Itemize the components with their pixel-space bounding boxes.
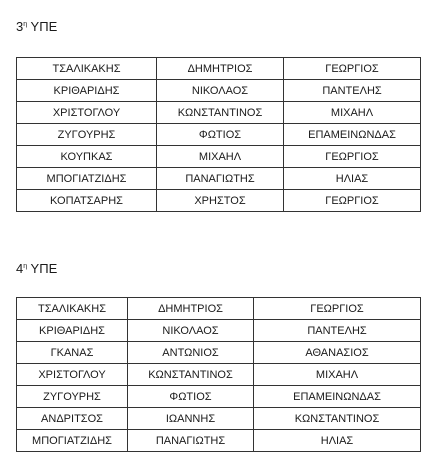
table-row [17,124,421,146]
section-heading-4 [16,261,57,277]
table-cell: ΜΙΧΑΗΛ [254,364,421,386]
table-cell: ΚΩΝΣΤΑΝΤΙΝΟΣ [157,102,284,124]
table-cell: ΔΗΜΗΤΡΙΟΣ [128,298,254,320]
heading-name: ΥΠΕ [30,261,58,276]
table-cell: ΑΘΑΝΑΣΙΟΣ [254,342,421,364]
table-cell: ΚΟΠΑΤΣΑΡΗΣ [17,190,157,212]
table-cell: ΠΑΝΤΕΛΗΣ [284,80,421,102]
table-cell: ΚΩΝΣΤΑΝΤΙΝΟΣ [254,408,421,430]
table-4-ype [16,297,421,452]
table-cell: ΗΛΙΑΣ [254,430,421,452]
table-cell: ΖΥΓΟΥΡΗΣ [17,386,128,408]
table-cell: ΙΩΑΝΝΗΣ [128,408,254,430]
table-cell: ΦΩΤΙΟΣ [128,386,254,408]
table-row [17,80,421,102]
table-cell: ΝΙΚΟΛΑΟΣ [157,80,284,102]
table-row [17,58,421,80]
table-cell: ΓΕΩΡΓΙΟΣ [284,146,421,168]
table-cell: ΠΑΝΑΓΙΩΤΗΣ [128,430,254,452]
table-cell: ΠΑΝΑΓΙΩΤΗΣ [157,168,284,190]
table-row [17,146,421,168]
table-row [17,364,421,386]
table-row [17,342,421,364]
table-cell: ΝΙΚΟΛΑΟΣ [128,320,254,342]
table-row [17,430,421,452]
table-cell: ΔΗΜΗΤΡΙΟΣ [157,58,284,80]
table-cell: ΤΣΑΛΙΚΑΚΗΣ [17,58,157,80]
table-cell: ΤΣΑΛΙΚΑΚΗΣ [17,298,128,320]
heading-number: 3 [16,19,24,34]
table-row [17,168,421,190]
table-cell: ΚΟΥΠΚΑΣ [17,146,157,168]
table-cell: ΕΠΑΜΕΙΝΩΝΔΑΣ [284,124,421,146]
table-cell: ΑΝΤΩΝΙΟΣ [128,342,254,364]
table-cell: ΠΑΝΤΕΛΗΣ [254,320,421,342]
table-row [17,386,421,408]
table-cell: ΧΡΗΣΤΟΣ [157,190,284,212]
heading-name: ΥΠΕ [30,19,58,34]
table-cell: ΜΙΧΑΗΛ [157,146,284,168]
table-cell: ΕΠΑΜΕΙΝΩΝΔΑΣ [254,386,421,408]
table-row [17,320,421,342]
table-cell: ΦΩΤΙΟΣ [157,124,284,146]
table-cell: ΓΕΩΡΓΙΟΣ [284,58,421,80]
table-cell: ΖΥΓΟΥΡΗΣ [17,124,157,146]
table-cell: ΓΚΑΝΑΣ [17,342,128,364]
table-row [17,408,421,430]
table-cell: ΚΡΙΘΑΡΙΔΗΣ [17,320,128,342]
table-row [17,298,421,320]
table-cell: ΚΩΝΣΤΑΝΤΙΝΟΣ [128,364,254,386]
table-row [17,102,421,124]
table-cell: ΜΠΟΓΙΑΤΖΙΔΗΣ [17,168,157,190]
table-cell: ΧΡΙΣΤΟΓΛΟΥ [17,364,128,386]
table-cell: ΑΝΔΡΙΤΣΟΣ [17,408,128,430]
table-cell: ΚΡΙΘΑΡΙΔΗΣ [17,80,157,102]
table-row [17,190,421,212]
heading-number: 4 [16,261,24,276]
section-heading-3 [16,19,57,35]
table-cell: ΧΡΙΣΤΟΓΛΟΥ [17,102,157,124]
table-cell: ΗΛΙΑΣ [284,168,421,190]
heading-superscript: η [23,21,28,28]
table-cell: ΓΕΩΡΓΙΟΣ [284,190,421,212]
table-cell: ΜΠΟΓΙΑΤΖΙΔΗΣ [17,430,128,452]
heading-superscript: η [23,263,28,270]
table-3-ype [16,57,421,212]
table-cell: ΓΕΩΡΓΙΟΣ [254,298,421,320]
table-cell: ΜΙΧΑΗΛ [284,102,421,124]
